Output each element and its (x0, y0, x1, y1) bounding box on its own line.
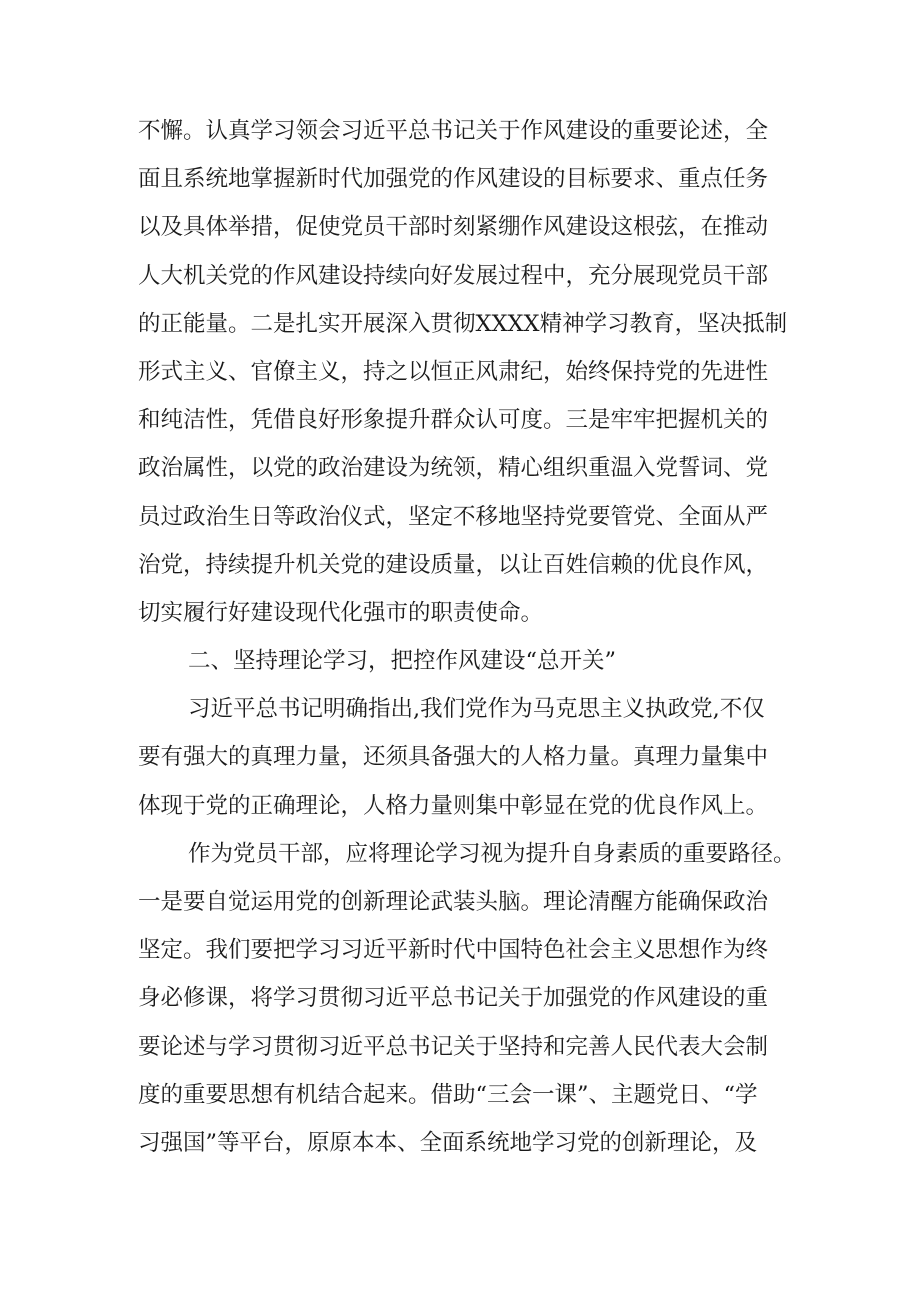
text-line: 体现于党的正确理论，人格力量则集中彰显在党的优良作风上。 (138, 792, 769, 819)
text-line: 坚定。我们要把学习习近平新时代中国特色社会主义思想作为终 (138, 937, 769, 964)
text-line: 身必修课，将学习贯彻习近平总书记关于加强党的作风建设的重 (138, 985, 769, 1012)
text-line: 习近平总书记明确指出,我们党作为马克思主义执政党,不仅 (188, 696, 765, 723)
text-line: 人大机关党的作风建设持续向好发展过程中，充分展现党员干部 (138, 262, 769, 289)
text-line: 习强国”等平台，原原本本、全面系统地学习党的创新理论，及 (138, 1129, 758, 1156)
text-line: 作为党员干部，应将理论学习视为提升自身素质的重要路径。 (188, 840, 796, 867)
text-line: 治党，持续提升机关党的建设质量，以让百姓信赖的优良作风， (138, 551, 769, 578)
text-line: 不懈。认真学习领会习近平总书记关于作风建设的重要论述，全 (138, 118, 769, 144)
text-line: 员过政治生日等政治仪式，坚定不移地坚持党要管党、全面从严 (138, 503, 769, 530)
text-line: 度的重要思想有机结合起来。借助“三会一课”、主题党日、“学 (138, 1081, 758, 1108)
body-text (138, 107, 798, 1167)
section-heading: 二、坚持理论学习，把控作风建设“总开关” (188, 648, 617, 675)
text-line: 和纯洁性，凭借良好形象提升群众认可度。三是牢牢把握机关的 (138, 407, 769, 434)
text-line: 以及具体举措，促使党员干部时刻紧绷作风建设这根弦，在推动 (138, 214, 769, 241)
text-line: 政治属性，以党的政治建设为统领，精心组织重温入党誓词、党 (138, 455, 769, 482)
text-line: 的正能量。二是扎实开展深入贯彻XXXX精神学习教育，坚决抵制 (138, 310, 788, 337)
text-line: 一是要自觉运用党的创新理论武装头脑。理论清醒方能确保政治 (138, 889, 769, 915)
text-line: 切实履行好建设现代化强市的职责使命。 (138, 599, 544, 626)
text-line: 要论述与学习贯彻习近平总书记关于坚持和完善人民代表大会制 (138, 1033, 769, 1060)
text-line: 要有强大的真理力量，还须具备强大的人格力量。真理力量集中 (138, 744, 769, 771)
text-line: 形式主义、官僚主义，持之以恒正风肃纪，始终保持党的先进性 (138, 358, 769, 385)
text-line: 面且系统地掌握新时代加强党的作风建设的目标要求、重点任务 (138, 166, 769, 193)
